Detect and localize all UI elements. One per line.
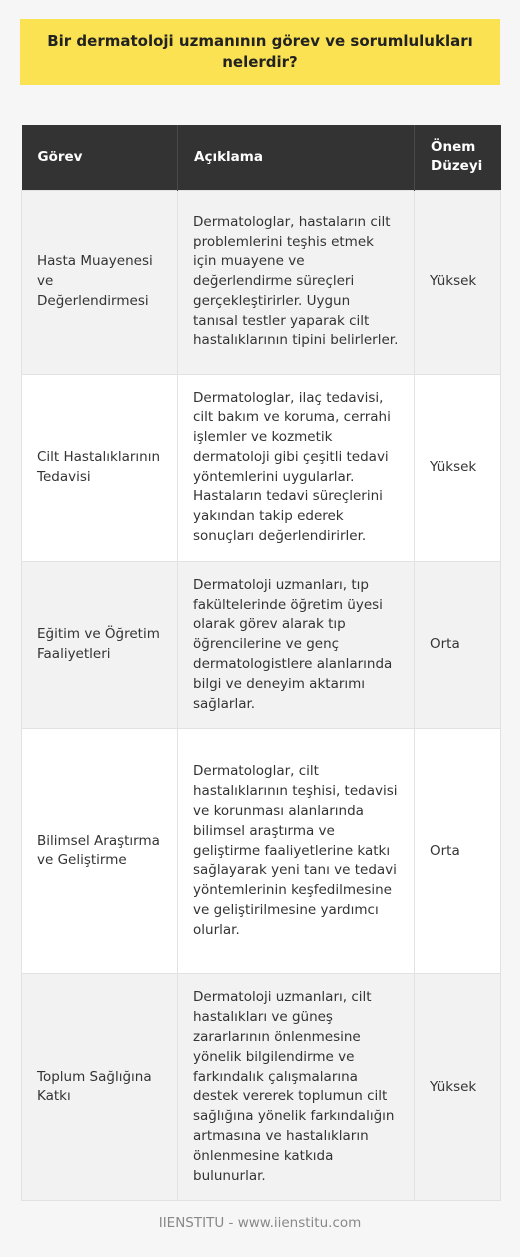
header-task: Görev [22,125,178,190]
importance-cell: Yüksek [415,374,501,561]
table-header-row [22,125,501,190]
importance-cell: Yüksek [415,190,501,374]
description-cell: Dermatologlar, cilt hastalıklarının teşhisi, tedavisi ve korunması alanlarında bilimsel araştırma ve geliştirme faaliyetlerine katkı sağlayarak yeni tanı ve tedavi yöntemlerinin keşfedilmesine ve geliştirilmesine yardımcı olurlar. [178,729,415,974]
table-row [22,561,501,729]
header-description: Açıklama [178,125,415,190]
importance-cell: Orta [415,729,501,974]
task-cell: Hasta Muayenesi ve Değerlendirmesi [22,190,178,374]
title-banner [20,19,500,85]
table-row [22,190,501,374]
footer-credit: IIENSTITU - www.iienstitu.com [158,1215,362,1231]
task-cell: Toplum Sağlığına Katkı [22,974,178,1201]
importance-cell: Yüksek [415,974,501,1201]
table-row [22,729,501,974]
task-cell: Eğitim ve Öğretim Faaliyetleri [22,561,178,729]
description-cell: Dermatologlar, ilaç tedavisi, cilt bakım ve koruma, cerrahi işlemler ve kozmetik dermatoloji gibi çeşitli tedavi yöntemlerini uygularlar. Hastaların tedavi süreçlerini yakından takip ederek sonuçları değerlendirirler. [178,374,415,561]
page-title: Bir dermatoloji uzmanının görev ve sorumlulukları nelerdir? [47,32,473,71]
duties-table [21,125,501,1201]
header-importance: Önem Düzeyi [415,125,501,190]
description-cell: Dermatologlar, hastaların cilt problemlerini teşhis etmek için muayene ve değerlendirme süreçleri gerçekleştirirler. Uygun tanısal testler yaparak cilt hastalıklarının tipini belirlerler. [178,190,415,374]
description-cell: Dermatoloji uzmanları, tıp fakültelerinde öğretim üyesi olarak görev alarak tıp öğrencilerine ve genç dermatologistlere alanlarında bilgi ve deneyim aktarımı sağlarlar. [178,561,415,729]
task-cell: Bilimsel Araştırma ve Geliştirme [22,729,178,974]
table-row [22,974,501,1201]
description-cell: Dermatoloji uzmanları, cilt hastalıkları ve güneş zararlarının önlenmesine yönelik bilgilendirme ve farkındalık çalışmalarına destek vererek toplumun cilt sağlığına yönelik farkındalığın artmasına ve hastalıkların önlenmesine katkıda bulunurlar. [178,974,415,1201]
table-row [22,374,501,561]
importance-cell: Orta [415,561,501,729]
task-cell: Cilt Hastalıklarının Tedavisi [22,374,178,561]
